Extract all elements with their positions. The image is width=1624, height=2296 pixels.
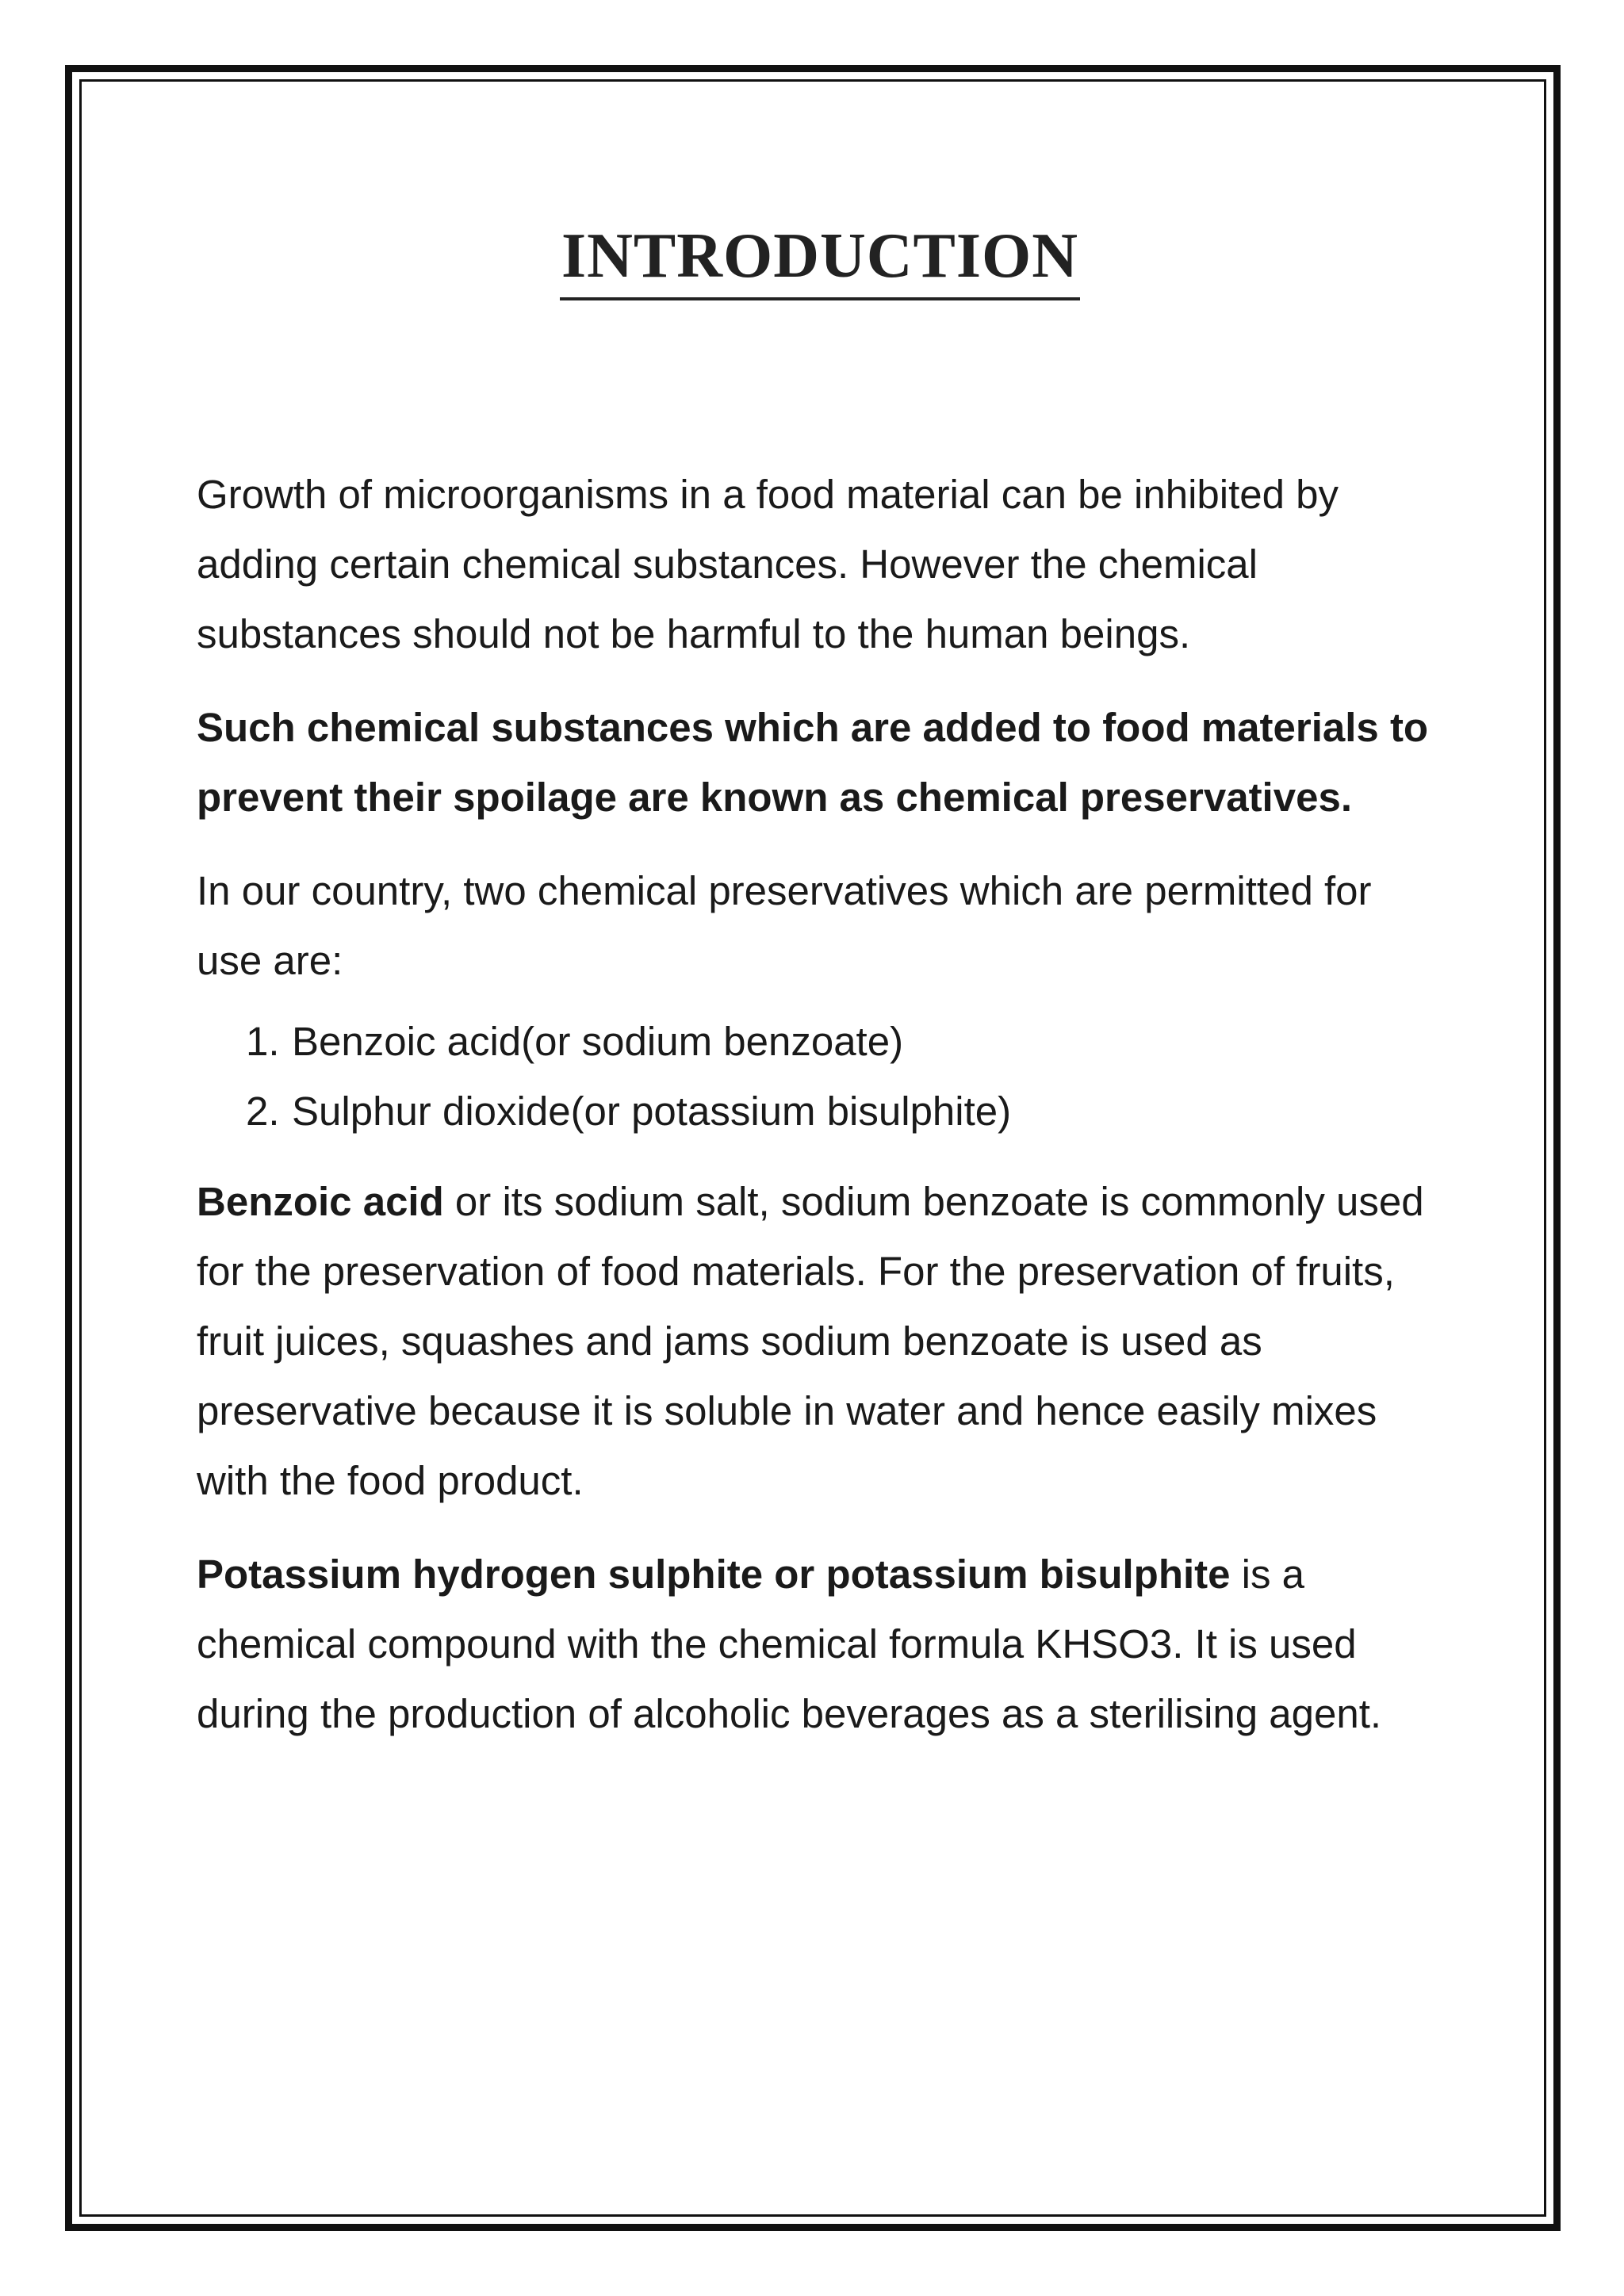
list-item-number: 2. (246, 1089, 280, 1134)
preservatives-list (197, 1007, 1434, 1146)
list-item-text: Sulphur dioxide(or potassium bisulphite) (292, 1089, 1012, 1134)
potassium-bisulphite-term: Potassium hydrogen sulphite or potassium bisulphite (197, 1552, 1231, 1597)
list-item-text: Benzoic acid(or sodium benzoate) (292, 1019, 904, 1064)
list-item (197, 1007, 1434, 1077)
page-title-container (0, 220, 1624, 300)
list-item-number: 1. (246, 1019, 280, 1064)
paragraph-definition: Such chemical substances which are added to food materials to prevent their spoilage are known as chemical preservatives. (197, 705, 1429, 820)
page-title: INTRODUCTION (560, 220, 1080, 300)
benzoic-acid-description: or its sodium salt, sodium benzoate is commonly used for the preservation of food materials. For the preservation of fruits, fruit juices, squashes and jams sodium benzoate is used as preservative because it is soluble in water and hence easily mixes with the food product. (197, 1179, 1424, 1503)
paragraph-potassium-bisulphite (197, 1540, 1434, 1749)
potassium-bisulphite-description: is a chemical compound with the chemical formula KHSO3. It is used during the production of alcoholic beverages as a sterilising agent. (197, 1552, 1382, 1736)
paragraph-intro: Growth of microorganisms in a food material can be inhibited by adding certain chemical substances. However the chemical substances should not be harmful to the human beings. (197, 472, 1339, 656)
benzoic-acid-term: Benzoic acid (197, 1179, 444, 1224)
document-body (197, 460, 1434, 1773)
paragraph-permitted: In our country, two chemical preservatives which are permitted for use are: (197, 868, 1372, 983)
list-item (197, 1077, 1434, 1146)
paragraph-benzoic-acid (197, 1167, 1434, 1516)
